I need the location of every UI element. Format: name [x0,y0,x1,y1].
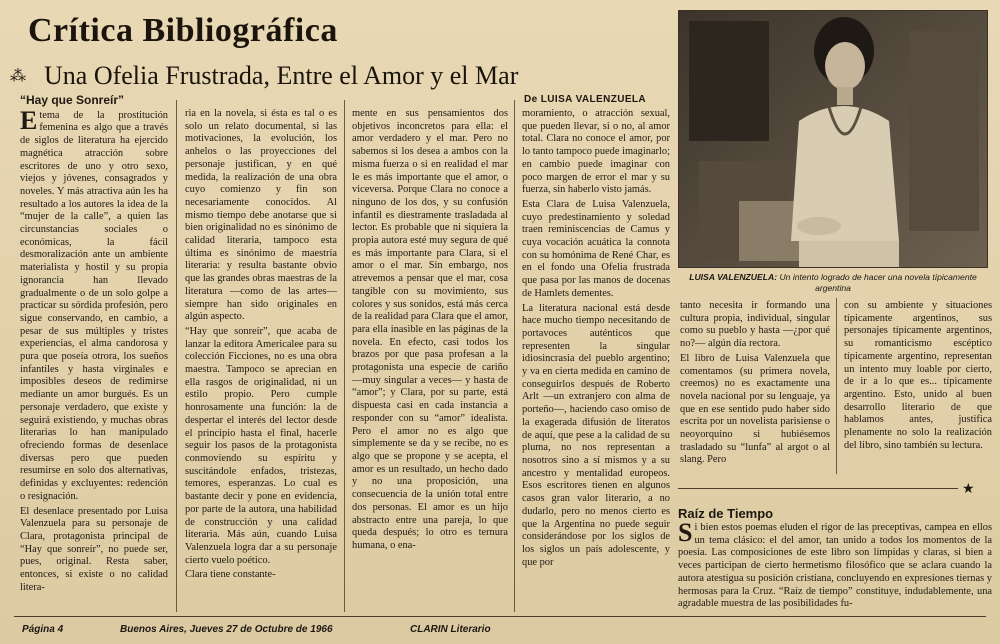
paragraph: El desenlace presentado por Luisa Valenzuela para su personaje de Clara, protagonista principal de “Hay que sonreír”, no puede ser, pues, original. Resta saber, entonces, si existe o no calidad litera- [20,505,168,593]
column-6 [844,300,992,476]
paragraph: Clara tiene constante- [185,569,276,581]
photo-caption: LUISA VALENZUELA: Un intento logrado de hacer una novela típicamente argentina [689,272,977,293]
review-heading: Raíz de Tiempo [678,506,774,521]
column-rule [836,298,837,474]
masthead: Crítica Bibliográfica [28,12,338,49]
dateline: Buenos Aires, Jueves 27 de Octubre de 1966 [120,624,333,635]
paper-name: CLARIN Literario [410,624,491,635]
author-portrait-image [679,11,988,268]
drop-cap: S [678,522,693,547]
drop-cap: E [20,105,38,135]
page-number: Página 4 [22,624,64,635]
sub-heading: “Hay que Sonreír” [20,94,125,107]
column-rule [344,100,345,612]
paragraph: Etema de la prostitución femenina es algo que a través de siglos de literatura ha ejercido magnética atracción sobre escritores de uno y otro sexo, viejos y jóvenes, consagrados y noveles. Y más atractiva aún les ha resultado a los autores la idea de la “mujer de la calle”, a quien las circunstancias sociales o económicas, la fácil desmoralización ante un ambiente materialista y hostil y su propia ignorancia han llevado gradualmente o de un solo golpe a practicar su sórdida profesión, pero sigue conservando, en cambio, a pesar de sus múltiples y tristes experiencias, el alma candorosa y pura que poseía otrora, los sueños infantiles y hasta virginales e imposibles deseos de redimirse mediante un amor burgués. Es un personaje verdadero, que existe y seguirá existiendo, y muchas obras literarias lo han manipulado ofreciendo formas de desenlace diversas pero que pueden resumirse en solo dos alternativas, definidas y excluyentes: redención o resignación. [20,105,168,502]
section-divider [678,488,958,489]
headline: Una Ofelia Frustrada, Entre el Amor y el Mar [44,61,519,90]
paragraph: “Hay que sonreír”, que acaba de lanzar la editora Americalee para su colección Ficciones, no es una obra maestra. Tampoco se aprecian en ella rasgos de originalidad, ni un estilo propio. Pero cumple honrosamente una función: la de despertar el interés del lector desde el principio hasta el final, hacerle seguir los pasos de la protagonista conmoviendo su espíritu y suscitándole enfados, tristezas, temores, esperanzas. Lo cual es bastante decir y pone en evidencia, por parte de la autora, una habilidad de construcción y una calidad literaria. Más aún, cuando Luisa Valenzuela logra dar a su personaje cierto vuelo poético. [185,325,337,566]
footer [0,618,1000,644]
paragraph: con su ambiente y situaciones típicamente argentinos, sus personajes típicamente argentinos, su romanticismo escéptico típicamente argentino, representan un intento muy loable por cierto, de ir a lo que es... típicamente argentino. Esto, unido al buen desarrollo literario de que hablamos antes, justifica plenamente no solo la realización del libro, sino también su lectura. [844,300,992,451]
byline: De LUISA VALENZUELA [524,94,647,105]
paragraph: Si bien estos poemas eluden el rigor de las preceptivas, campea en ellos un tema clásico: el del amor, tan unido a todos los momentos de la poesía. Las composiciones de este libro son límpidas y claras, si bien a veces participan de cierto hermetismo filosófico que se aclara cuando la autora atestigua su posición cristiana, concluyendo en expresiones tiernas y hermosas para la Cruz. “Raíz de tiempo” constituye, indudablemente, una agradable muestra de las posibilidades fu- [678,522,992,610]
paragraph: moramiento, o atracción sexual, que pueden llevar, si o no, al amor total. Clara no conoce el amor, por lo tanto tampoco puede imaginarlo; en cambio puede imaginar con poco margen de error el mar y su fuerza, sin haberlo visto jamás. [522,108,670,196]
column-5 [680,300,830,476]
paragraph: El libro de Luisa Valenzuela que comentamos (su primera novela, creemos) no es exactamente una novela nacional por su lenguaje, ya que en ese sentido pudo haber sido escrita por un novelista parisiense o neoyorquino si hubiésemos trasladado su “lunfa” al argot o al slang. Pero [680,352,830,466]
paragraph: mente en sus pensamientos dos objetivos inconcretos para ella: el amor verdadero y el mar. Pero no sabemos si los desea a ambos con la misma fuerza o si en realidad el mar le es más importante que el amor, o viceversa. Porque Clara no conoce a ninguno de los dos, y su confusión infantil es diestramente trasladada al lector. Es probable que ni siquiera la propia autora esté muy segura de qué es más importante para Clara, si el amor o el mar. Sin embargo, nos atrevemos a pensar que el mar, cosa tangible con su movimiento, sus colores y sus sonidos, está más cerca de la realidad para Clara que el amor, para ella inasible en las páginas de la novela. En efecto, casi todos los brazos por que pasa profesan a la protagonista una especie de cariño —muy singular a veces— y hasta de “amor”; y Clara, por su parte, está dispuesta casi en cada instancia a responder con su “amor” idealista. Pero el amor no es algo que simplemente se da y se recibe, no es algo que se propone y se acepta, el amor es un resultado, un hecho dado y no una proposición, una consecuencia de la unión total entre dos personas. El amor es un hijo abstracto entre una pareja, lo que queda después; lo otro es ternura humana, o ena- [352,108,508,551]
column-1 [20,94,168,614]
review-text [678,522,992,616]
star-icon: ★ [962,481,975,497]
paragraph: ria en la novela, si ésta es tal o es solo un relato documental, si las motivaciones, la evolución, los anhelos o las proyecciones del personaje justifican, y en qué medida, la realización de una obra cuyo comienzo y fin son necesariamente conocidos. Al mismo tiempo debe anotarse que si bien originalidad no es sinónimo de calidad literaria, tampoco esta última es sinónimo de maestría literaria: y resulta bastante obvio que las grandes obras maestras de la literatura —como de las artes— siempre han sido originales en algún aspecto. [185,108,337,323]
column-rule [176,100,177,612]
section-mark-icon: ⁂ [10,66,26,85]
footer-rule [14,616,986,617]
column-2 [185,108,337,614]
paragraph: Esta Clara de Luisa Valenzuela, cuyo predestinamiento y soledad traen reminiscencias de Camus y cuya vocación acuática la connota con su homónima de René Char, es en el fondo una Ofelia frustrada que pasa por las manos de docenas de Hamlets dementes. [522,198,670,299]
paragraph: tanto necesita ir formando una cultura propia, individual, singular como su pueblo y hasta —¿por qué no?— algún día rectora. [680,300,830,350]
column-4 [522,108,670,614]
column-rule [514,100,515,612]
paragraph: La literatura nacional está desde hace mucho tiempo necesitando de portavoces auténticos que representen la singular idiosincrasia del pueblo argentino; y va en cierta medida en camino de conseguirlos después de Roberto Arlt —un extranjero con alma de porteño—, haciendo caso omiso de la exagerada difusión de literatos de aquí, que pese a la calidad de su pluma, no nos representan a nosotros sino a sí mismos y a su ancestro y mentalidad europeos. Esos escritores tienen en algunos casos gran valor literario, a no dudarlo, pero no menos cierto es que la Argentina no puede seguir considerándose por los siglos de los siglos un país adolescente, y que por [522,302,670,568]
column-3 [352,108,508,614]
author-photo [678,10,988,268]
